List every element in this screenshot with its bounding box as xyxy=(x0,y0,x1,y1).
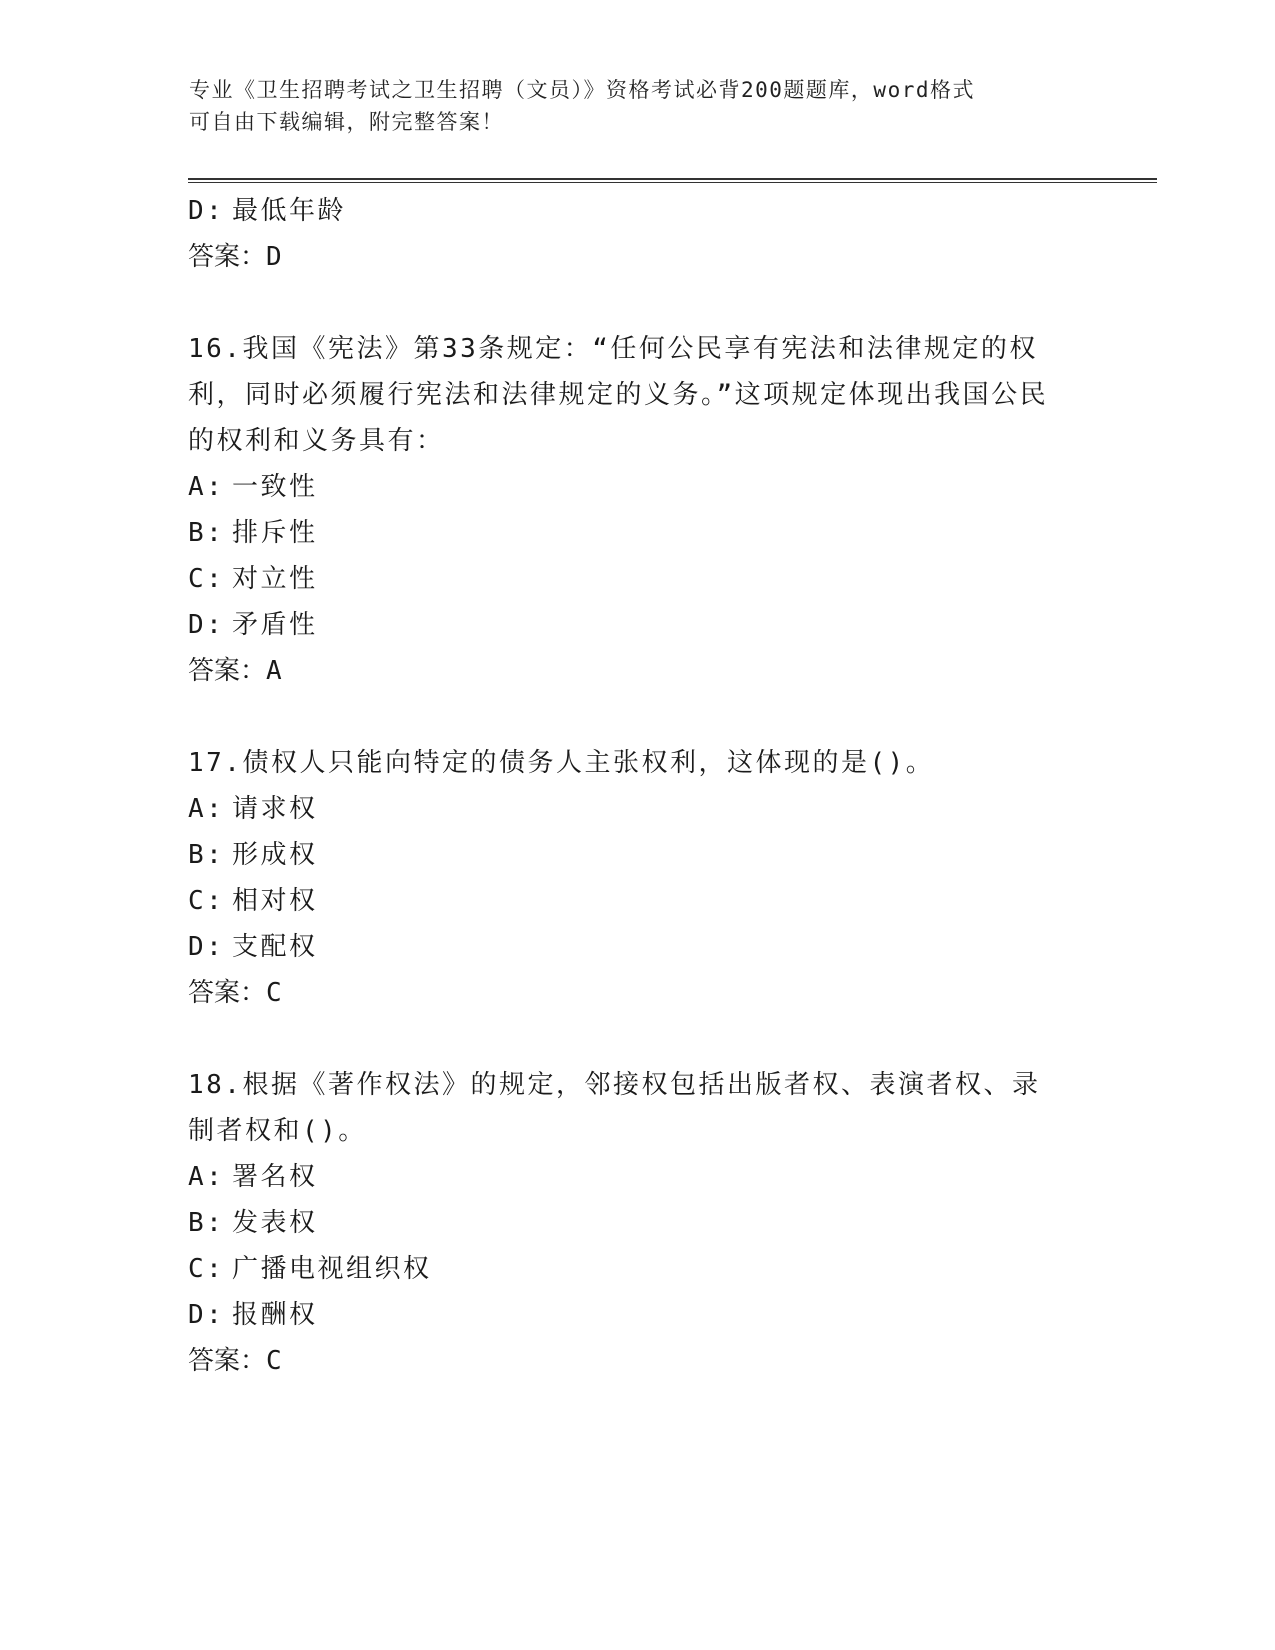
answer-value: D xyxy=(266,242,282,272)
answer-label: 答案： xyxy=(188,1346,267,1376)
option-key: D: xyxy=(188,932,225,962)
spacer xyxy=(188,280,1088,326)
option-d xyxy=(188,924,1088,970)
option-c xyxy=(188,878,1088,924)
spacer xyxy=(188,694,1088,740)
option-b xyxy=(188,832,1088,878)
option-text: 广播电视组织权 xyxy=(232,1254,432,1284)
option-text: 一致性 xyxy=(232,472,318,502)
answer-label: 答案： xyxy=(188,978,267,1008)
option-a xyxy=(188,786,1088,832)
option-key: B: xyxy=(188,840,225,870)
option-c xyxy=(188,1246,1088,1292)
question-text: 18.根据《著作权法》的规定，邻接权包括出版者权、表演者权、录制者权和()。 xyxy=(188,1070,1041,1146)
option-b xyxy=(188,510,1088,556)
header-title-line-1: 专业《卫生招聘考试之卫生招聘（文员）》资格考试必背200题题库，word格式 xyxy=(189,78,975,102)
option-key: B: xyxy=(188,518,225,548)
answer-line xyxy=(188,970,1088,1016)
option-key: A: xyxy=(188,794,225,824)
option-key: D: xyxy=(188,196,225,226)
option-text: 形成权 xyxy=(232,840,318,870)
question-text: 16.我国《宪法》第33条规定：“任何公民享有宪法和法律规定的权利，同时必须履行宪法和法律规定的义务。”这项规定体现出我国公民的权利和义务具有： xyxy=(188,334,1049,456)
option-d xyxy=(188,1292,1088,1338)
answer-label: 答案： xyxy=(188,242,267,272)
option-a xyxy=(188,1154,1088,1200)
spacer xyxy=(188,1016,1088,1062)
option-key: C: xyxy=(188,886,225,916)
header-divider xyxy=(188,178,1157,183)
option-key: D: xyxy=(188,610,225,640)
document-body xyxy=(188,188,1088,1384)
option-text: 最低年龄 xyxy=(232,196,347,226)
option-text: 请求权 xyxy=(232,794,318,824)
answer-line xyxy=(188,1338,1088,1384)
option-text: 排斥性 xyxy=(232,518,318,548)
question-block xyxy=(188,1062,1088,1384)
answer-line xyxy=(188,648,1088,694)
option-text: 报酬权 xyxy=(232,1300,318,1330)
answer-line xyxy=(188,234,1088,280)
option-d xyxy=(188,188,1088,234)
option-key: B: xyxy=(188,1208,225,1238)
header-title-line-2: 可自由下载编辑，附完整答案！ xyxy=(189,110,504,134)
answer-value: A xyxy=(266,656,282,686)
option-b xyxy=(188,1200,1088,1246)
option-key: D: xyxy=(188,1300,225,1330)
option-text: 支配权 xyxy=(232,932,318,962)
option-text: 署名权 xyxy=(232,1162,318,1192)
answer-label: 答案： xyxy=(188,656,267,686)
option-c xyxy=(188,556,1088,602)
question-block xyxy=(188,326,1088,694)
option-key: A: xyxy=(188,1162,225,1192)
option-text: 发表权 xyxy=(232,1208,318,1238)
option-a xyxy=(188,464,1088,510)
question-text: 17.债权人只能向特定的债务人主张权利，这体现的是()。 xyxy=(188,748,935,778)
document-header xyxy=(189,74,1069,138)
option-text: 对立性 xyxy=(232,564,318,594)
option-text: 相对权 xyxy=(232,886,318,916)
answer-value: C xyxy=(266,1346,282,1376)
option-key: A: xyxy=(188,472,225,502)
answer-value: C xyxy=(266,978,282,1008)
question-block xyxy=(188,740,1088,1016)
option-key: C: xyxy=(188,1254,225,1284)
option-key: C: xyxy=(188,564,225,594)
option-d xyxy=(188,602,1088,648)
option-text: 矛盾性 xyxy=(232,610,318,640)
